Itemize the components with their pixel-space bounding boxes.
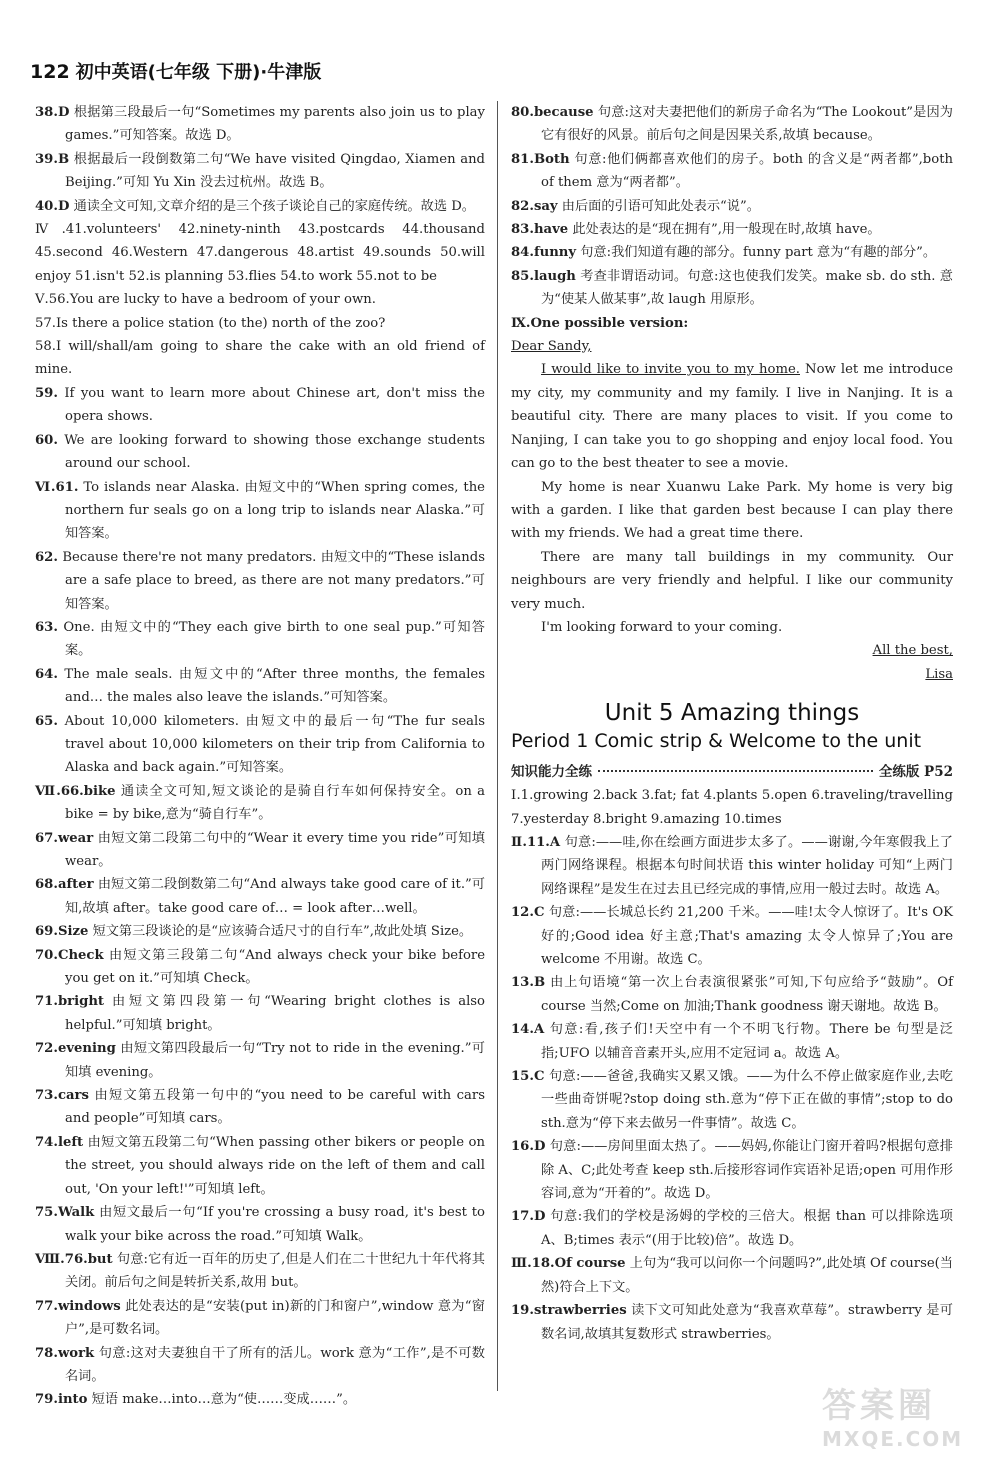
answer-number: 59. (35, 385, 58, 401)
answer-entry (35, 920, 485, 943)
answer-number: 69.Size (35, 924, 89, 940)
answer-entry (35, 382, 485, 429)
answer-entry (35, 429, 485, 476)
answer-number: 40.D (35, 198, 70, 214)
answer-entry (35, 990, 485, 1037)
answer-entry (511, 241, 953, 264)
answer-number: 73.cars (35, 1088, 89, 1104)
answer-entry (511, 1299, 953, 1346)
answer-number: 82.say (511, 198, 558, 214)
answer-text: 短语 make…into…意为“使……变成……”。 (91, 1392, 357, 1408)
page-number: 122 (30, 61, 70, 83)
answer-entry (35, 944, 485, 991)
answer-text: 句意:——长城总长约 21,200 千米。——哇!太令人惊讶了。It's OK 好的;Good idea 好主意;That's amazing 太令人惊异了;You are welcome 不用谢。故选 C。 (541, 905, 953, 967)
model-letter (511, 312, 953, 687)
answer-entry (511, 148, 953, 195)
answer-text: 句意:——房间里面太热了。——妈妈,你能让门窗开着吗?根据句意排除 A、C;此处考查 keep sth.后接形容词作宾语补足语;open 可用作形容词,意为“开着的”。故选 D。 (541, 1139, 953, 1202)
answer-entry (511, 901, 953, 971)
answer-entry (511, 784, 953, 831)
answer-number: 65. (35, 713, 58, 729)
answer-entry (35, 148, 485, 195)
answer-entry (511, 1205, 953, 1252)
answer-text: Ⅳ.41.volunteers' 42.ninety-ninth 43.postcards 44.thousand 45.second 46.Western 47.dangerous 48.artist 49.sounds 50.will enjoy 51.isn't 52.is planning 53.flies 54.to work 55.not to be (35, 222, 485, 284)
answer-text: 句意:他们俩都喜欢他们的房子。both 的含义是“两者都”,both of them 意为“两者都”。 (541, 151, 953, 191)
answer-number: 62. (35, 549, 58, 565)
answer-text: 短文第三段谈论的是“应该骑合适尺寸的自行车”,故此处填 Size。 (92, 924, 473, 940)
answer-number: 85.laugh (511, 268, 576, 284)
answer-entry (35, 1248, 485, 1295)
answer-entry (35, 1037, 485, 1084)
answer-entry (35, 780, 485, 827)
answer-number: Ⅱ.11.A (511, 834, 561, 850)
answer-entry (35, 1131, 485, 1201)
answer-number: Ⅲ.18.Of course (511, 1256, 626, 1272)
letter-paragraph: My home is near Xuanwu Lake Park. My home is very big with a garden. I like that garden best because I can play there with my friends. We had a great time there. (511, 479, 953, 542)
answer-text: 句意:这对夫妻独自干了所有的活儿。work 意为“工作”,是不可数名词。 (65, 1345, 485, 1384)
period-title: Period 1 Comic strip & Welcome to the unit (511, 730, 922, 753)
answer-number: 80.because (511, 105, 594, 120)
answer-entry (511, 831, 953, 901)
answer-entry (511, 971, 953, 1018)
letter-heading: Ⅸ.One possible version: (511, 315, 689, 331)
answer-text: 句意:我们知道有趣的部分。funny part 意为“有趣的部分”。 (580, 245, 937, 261)
answer-number: 79.into (35, 1392, 88, 1408)
answer-number: 75.Walk (35, 1205, 95, 1221)
answer-entry (511, 1018, 953, 1065)
answer-text: 此处表达的是“现在拥有”,用一般现在时,故填 have。 (572, 222, 881, 238)
letter-paragraph: There are many tall buildings in my community. Our neighbours are very friendly and helpful. I like our community very much. (511, 549, 953, 612)
answer-text: The male seals. 由短文中的“After three months, the females and… the males also leave the islands.”可知答案。 (64, 666, 485, 706)
answer-text: 句意:它有近一百年的历史了,但是人们在二十世纪九十年代将其关闭。前后句之间是转折关系,故用 but。 (65, 1251, 485, 1291)
answer-number: Ⅶ.66.bike (35, 783, 116, 799)
answer-entry (511, 218, 953, 241)
answer-text: 读下文可知此处意为“我喜欢草莓”。strawberry 是可数名词,故填其复数形式 strawberries。 (541, 1303, 953, 1342)
answer-number: 38.D (35, 105, 70, 120)
answer-text: 此处表达的是“安装(put in)新的门和窗户”,window 意为“窗户”,是可数名词。 (65, 1298, 485, 1338)
answer-entry (35, 1342, 485, 1389)
answer-text: 由短文第五段第二句“When passing other bikers or people on the street, you should always ride on the left of them and call out, 'On your left!'”可知填 left。 (65, 1134, 485, 1197)
answer-number: 14.A (511, 1022, 545, 1038)
answer-entry (35, 827, 485, 874)
answer-text: 由短文第二段第二句中的“Wear it every time you ride”可知填 wear。 (65, 830, 485, 869)
answer-entry (35, 335, 485, 382)
right-column (511, 101, 953, 1346)
answer-number: 74.left (35, 1134, 84, 1150)
answer-text: We are looking forward to showing those exchange students around our school. (64, 432, 485, 472)
answer-number: 39.B (35, 151, 70, 167)
answer-text: 考查非谓语动词。句意:这也使我们发笑。make sb. do sth. 意为“使某人做某事”,故 laugh 用原形。 (541, 268, 953, 308)
answer-number: 60. (35, 432, 58, 448)
answer-text: 由短文第四段第一句“Wearing bright clothes is also helpful.”可知填 bright。 (65, 994, 485, 1033)
answer-text: 由短文第四段最后一句“Try not to ride in the evening.”可知填 evening。 (65, 1041, 485, 1080)
answer-number: Ⅷ.76.but (35, 1251, 113, 1267)
answer-entry (35, 1201, 485, 1248)
answer-number: 63. (35, 619, 58, 635)
section-header (511, 760, 953, 780)
column-divider (497, 101, 498, 1391)
answer-text: 通读全文可知,短文谈论的是骑自行车如何保持安全。on a bike = by bike,意为“骑自行车”。 (65, 783, 485, 823)
answer-entry (511, 195, 953, 218)
answer-text: 由短文最后一句“If you're crossing a busy road, it's best to walk your bike across the road.”可知填 Walk。 (65, 1205, 485, 1244)
answer-text: 由后面的引语可知此处表示“说”。 (561, 198, 760, 214)
answer-text: 58.I will/shall/am going to share the cake with an old friend of mine. (35, 339, 485, 378)
answer-text: Because there're not many predators. 由短文中的“These islands are a safe place to breed, as there are not many predators.”可知答案。 (62, 549, 485, 612)
answer-entry (35, 546, 485, 616)
answer-text: 由短文第二段倒数第二句“And always take good care of it.”可知,故填 after。take good care of… = look after…well。 (65, 877, 485, 916)
answer-number: 77.windows (35, 1298, 121, 1314)
book-title: 初中英语(七年级 下册)·牛津版 (75, 62, 322, 83)
answer-number: 12.C (511, 905, 545, 921)
left-column (35, 101, 485, 1412)
answer-text: 根据最后一段倒数第二句“We have visited Qingdao, Xiamen and Beijing.”可知 Yu Xin 没去过杭州。故选 B。 (65, 151, 485, 191)
answer-entry (35, 710, 485, 780)
answer-text: 句意:这对夫妻把他们的新房子命名为“The Lookout”是因为它有很好的风景。前后句之间是因果关系,故填 because。 (541, 105, 953, 144)
answers-top (511, 101, 953, 312)
answer-number: 68.after (35, 877, 94, 893)
answer-entry (35, 873, 485, 920)
letter-closing: All the best, (872, 643, 953, 659)
answer-entry (511, 101, 953, 148)
answer-entry (511, 265, 953, 312)
answer-entry (35, 101, 485, 148)
answer-text: To islands near Alaska. 由短文中的“When spring comes, the northern fur seals go on a long trip to islands near Alaska.”可知答案。 (65, 479, 485, 542)
answer-entry (35, 1084, 485, 1131)
answer-text: 句意:——爸爸,我确实又累又饿。——为什么不停止做家庭作业,去吃一些曲奇饼呢?stop doing sth.意为“停下正在做的事情”;stop to do sth.意为“停下来去做另一件事情”。故选 C。 (541, 1069, 953, 1131)
answer-entry (511, 1135, 953, 1205)
answer-entry (35, 663, 485, 710)
answer-number: 64. (35, 666, 58, 682)
answer-text: 57.Is there a police station (to the) north of the zoo? (35, 315, 386, 331)
answer-entry (35, 616, 485, 663)
answers-bottom (511, 784, 953, 1346)
unit-title: Unit 5 Amazing things (604, 700, 860, 727)
answer-number: 16.D (511, 1139, 546, 1155)
answer-text: If you want to learn more about Chinese art, don't miss the opera shows. (64, 385, 485, 425)
answer-number: 70.Check (35, 947, 104, 963)
watermark-logo: 答案圈 MXQE.COM (822, 1386, 964, 1451)
answer-number: 81.Both (511, 151, 570, 167)
answer-text: 由短文第三段第二句“And always check your bike before you get on it.”可知填 Check。 (65, 947, 486, 987)
answer-entry (35, 1295, 485, 1342)
answer-text: 上句为“我可以问你一个问题吗?”,此处填 Of course(当然)符合上下文。 (541, 1256, 953, 1295)
letter-paragraph: I would like to invite you to my home. Now let me introduce my city, my community and my family. I live in Nanjing. It is a beautiful city. There are many places to visit. If you come to Nanjing, I can take you to go shopping and enjoy local food. You can go to the best theater to see a movie. (511, 362, 953, 472)
answer-number: 71.bright (35, 994, 105, 1010)
answer-number: 19.strawberries (511, 1303, 627, 1319)
answer-entry (35, 1388, 485, 1411)
answer-number: 15.C (511, 1069, 545, 1085)
answer-text: 通读全文可知,文章介绍的是三个孩子谈论自己的家庭传统。故选 D。 (73, 198, 475, 214)
answer-text: 句意:看,孩子们!天空中有一个不明飞行物。There be 句型是泛指;UFO 以辅音音素开头,应用不定冠词 a。故选 A。 (541, 1022, 953, 1061)
answer-number: 78.work (35, 1345, 95, 1361)
answer-text: 由上句语境“第一次上台表演很紧张”可知,下句应给予“鼓励”。Of course 当然;Come on 加油;Thank goodness 谢天谢地。故选 B。 (541, 975, 953, 1014)
answer-number: 72.evening (35, 1041, 116, 1057)
answer-number: 13.B (511, 975, 546, 991)
answer-text: 根据第三段最后一句“Sometimes my parents also join us to play games.”可知答案。故选 D。 (65, 105, 485, 144)
answer-entry (35, 195, 485, 218)
section-title: 知识能力全练 (511, 764, 592, 781)
answer-number: 17.D (511, 1209, 546, 1225)
answer-number: 67.wear (35, 830, 94, 846)
answer-text: About 10,000 kilometers. 由短文中的最后一句“The fur seals travel about 10,000 kilometers on their trip from California to Alaska and back again.”可知答案。 (64, 713, 485, 776)
answer-entry (35, 312, 485, 335)
answer-entry (35, 476, 485, 546)
answer-text: Ⅰ.1.growing 2.back 3.fat; fat 4.plants 5.open 6.traveling/travelling 7.yesterday 8.bright 9.amazing 10.times (511, 788, 953, 827)
section-ref: 全练版 P52 (878, 764, 953, 781)
page-header (30, 58, 321, 84)
letter-signature: Lisa (925, 666, 953, 682)
answer-entry (511, 1065, 953, 1135)
dotted-leader (598, 770, 873, 772)
answer-text: 句意:我们的学校是汤姆的学校的三倍大。根据 than 可以排除选项 A、B;times 表示“(用于比较)倍”。故选 D。 (541, 1209, 953, 1248)
answer-number: 83.have (511, 222, 569, 238)
answer-text: 句意:——哇,你在绘画方面进步太多了。——谢谢,今年寒假我上了两门网络课程。根据本句时间状语 this winter holiday 可知“上两门网络课程”是发生在过去且已经完成的事情,应用一般过去时。故选 A。 (541, 834, 953, 897)
answer-number: 84.funny (511, 245, 577, 261)
answer-entry (35, 218, 485, 288)
answer-entry (511, 1252, 953, 1299)
letter-greeting: Dear Sandy, (511, 339, 592, 355)
letter-paragraph: I'm looking forward to your coming. (541, 619, 783, 635)
answer-text: One. 由短文中的“They each give birth to one seal pup.”可知答案。 (63, 619, 485, 659)
answer-number: Ⅵ.61. (35, 479, 79, 495)
answer-entry (35, 288, 485, 311)
answer-text: Ⅴ.56.You are lucky to have a bedroom of your own. (35, 292, 376, 308)
answer-text: 由短文第五段第一句中的“you need to be careful with cars and people”可知填 cars。 (65, 1088, 485, 1127)
